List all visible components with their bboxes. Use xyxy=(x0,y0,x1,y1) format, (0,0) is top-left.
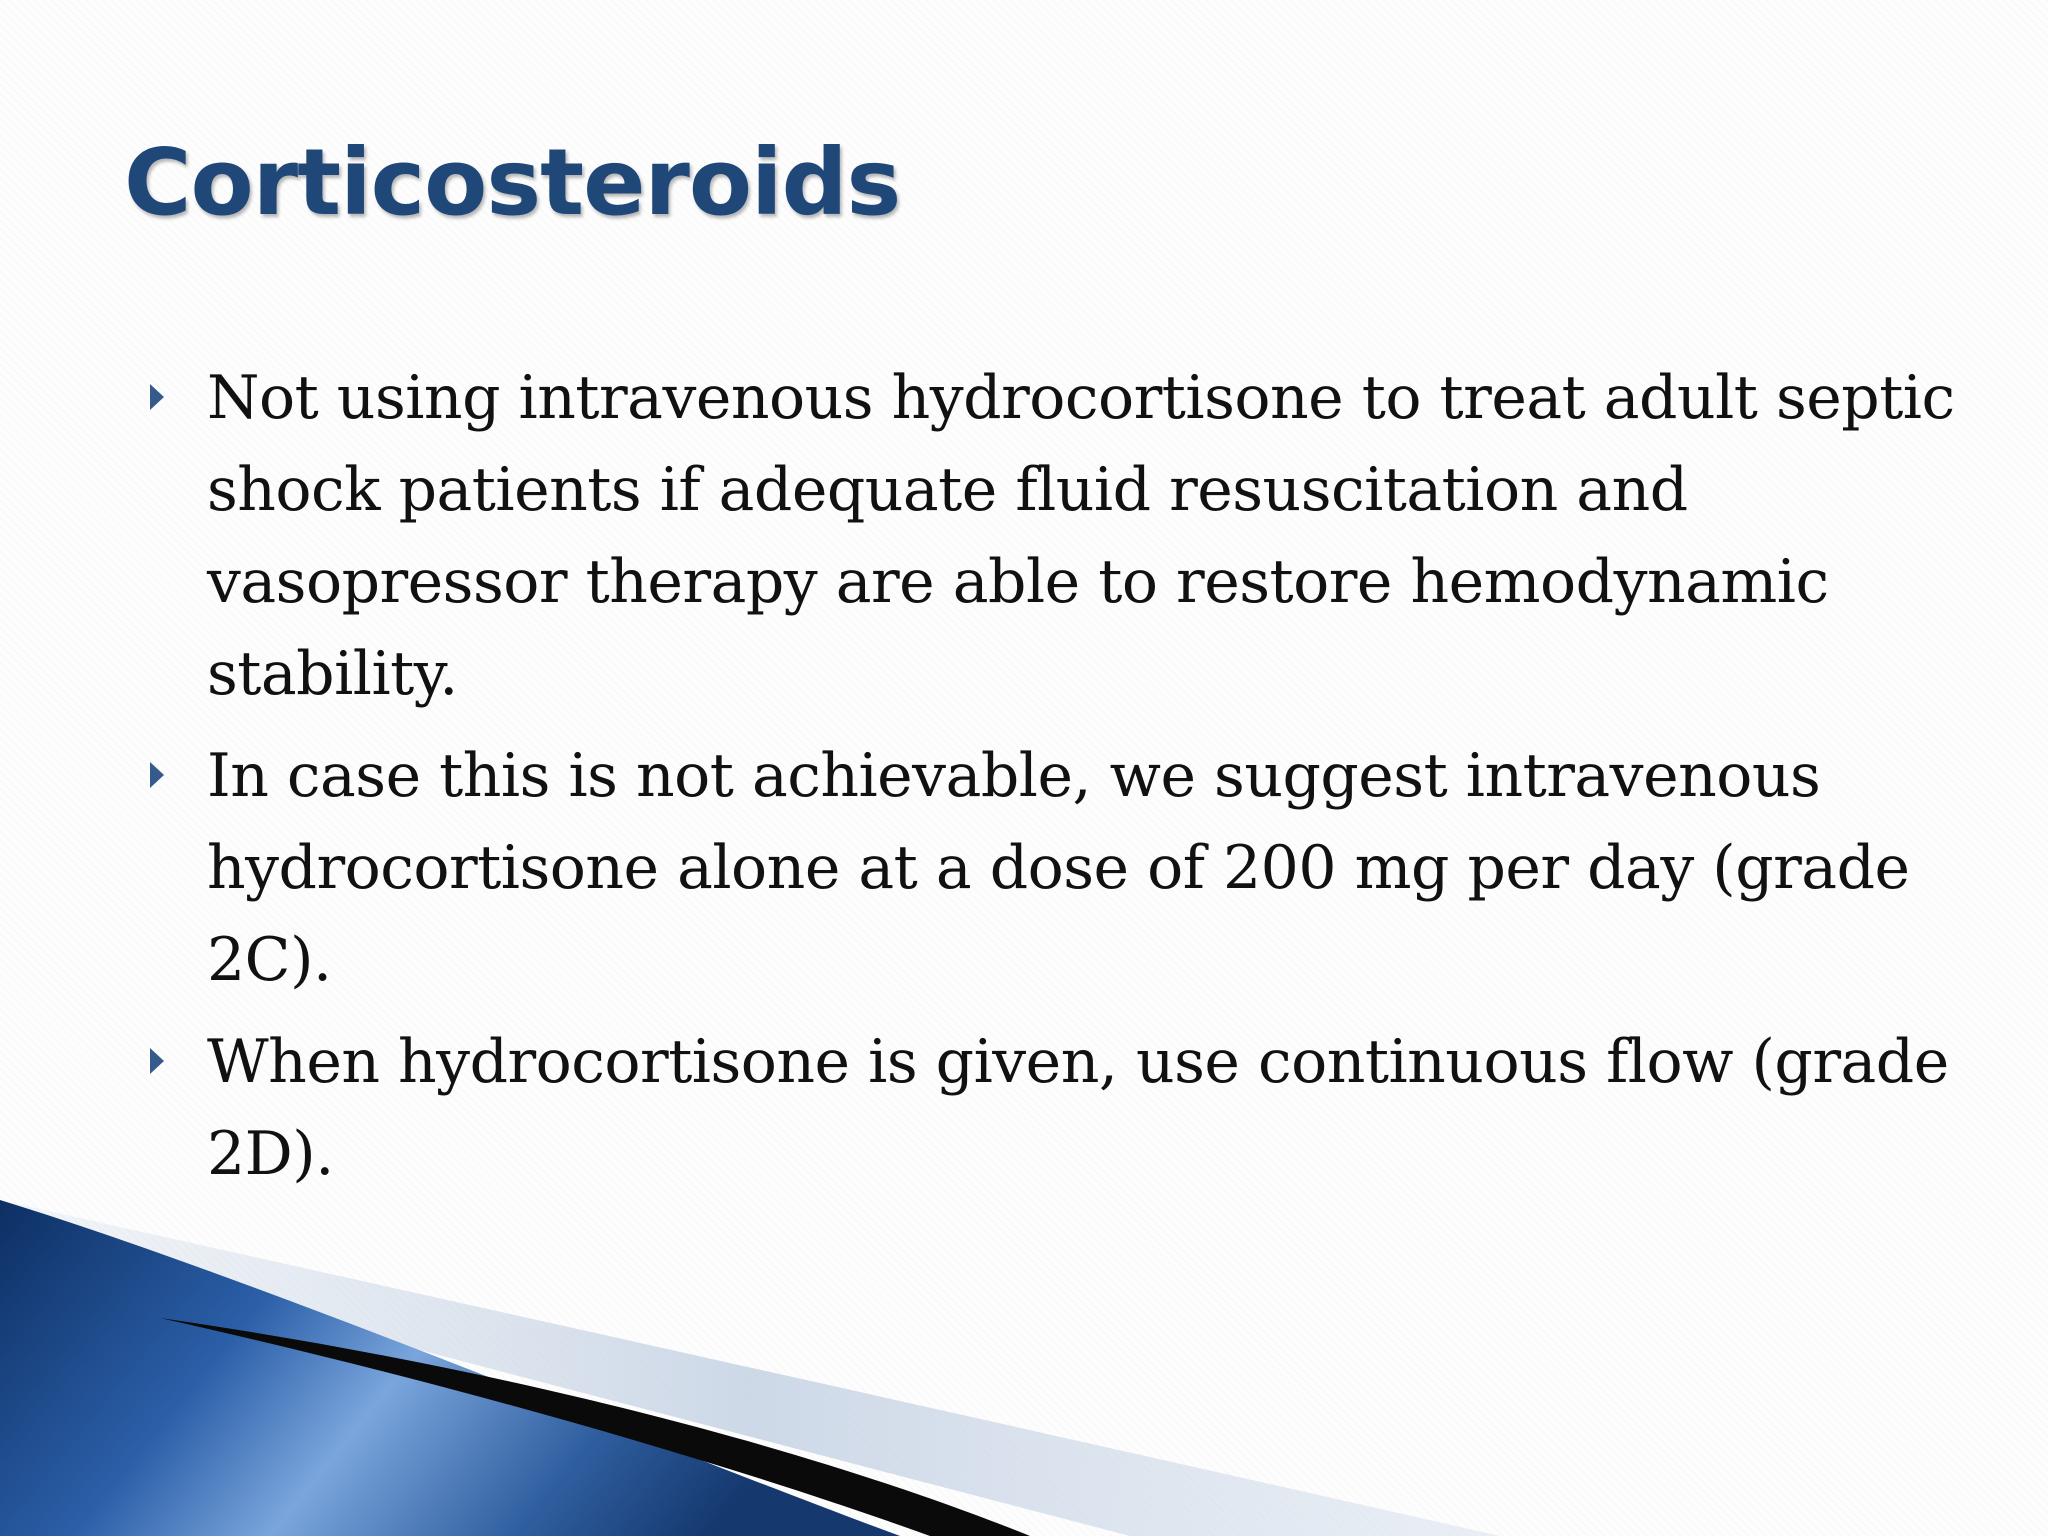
bullet-item xyxy=(150,352,2010,720)
slide-title: Corticosteroids xyxy=(124,129,901,236)
triangle-right-icon xyxy=(150,384,164,410)
bullet-text: Not using intravenous hydrocortisone to treat adult septic shock patients if adequate fluid resuscitation and vasopressor therapy are able to restore hemodynamic stability. xyxy=(207,363,1955,709)
bullet-item xyxy=(150,1016,2010,1200)
bullet-list xyxy=(150,352,2010,1210)
bullet-item xyxy=(150,730,2010,1006)
decorative-swoosh xyxy=(0,1200,2048,1536)
swoosh-blue-band xyxy=(0,1200,900,1536)
triangle-right-icon xyxy=(150,1048,164,1074)
bullet-text: When hydrocortisone is given, use continuous flow (grade 2D). xyxy=(207,1027,1949,1189)
triangle-right-icon xyxy=(150,762,164,788)
bullet-text: In case this is not achievable, we suggest intravenous hydrocortisone alone at a dose of 200 mg per day (grade 2C). xyxy=(207,741,1910,995)
